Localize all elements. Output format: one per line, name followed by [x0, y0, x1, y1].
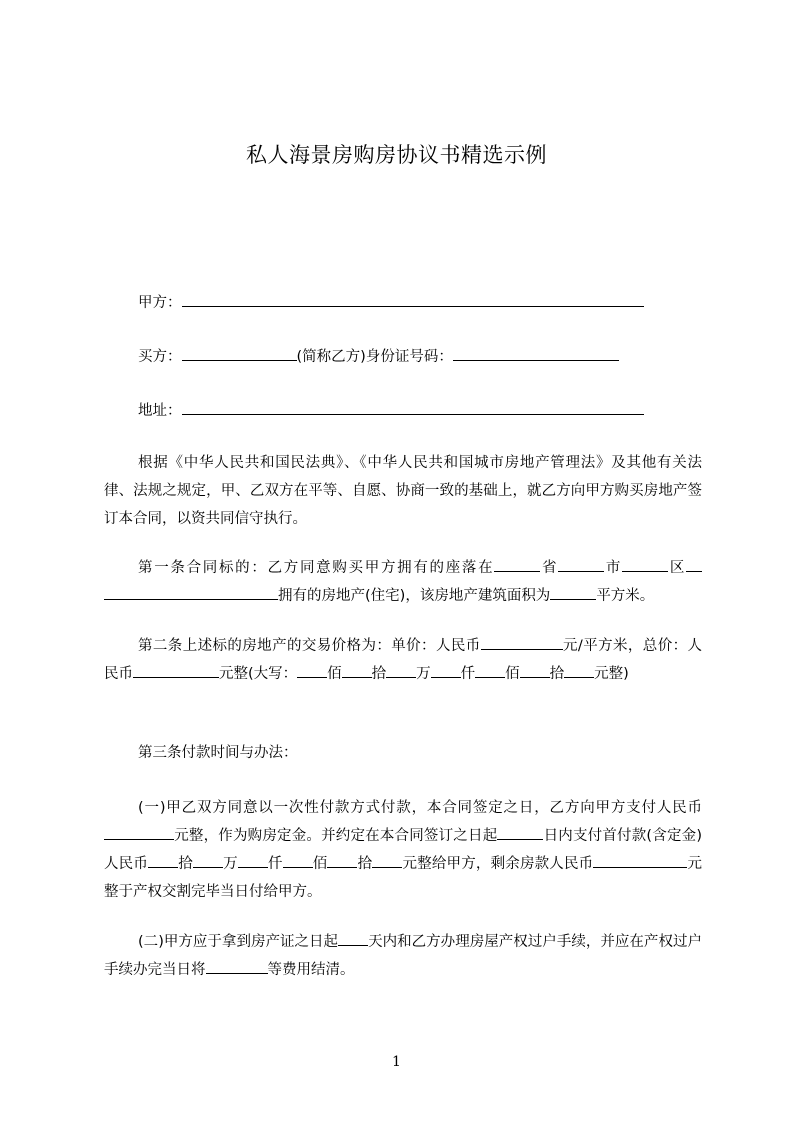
downpay-qian: 仟: [267, 856, 283, 872]
city-label: 市: [604, 560, 623, 576]
party-a-label: 甲方：: [138, 295, 182, 311]
amount-blank: [564, 662, 594, 678]
clause2-text-2: 天内和乙方办理房屋产权过户手续，并应在产权过户手续办完当日将: [104, 934, 702, 978]
amount-blank: [342, 662, 372, 678]
buyer-line: [138, 345, 619, 367]
clause2-paragraph: [104, 928, 702, 984]
amount-yuan: 元: [594, 666, 609, 682]
amount-shi: 拾: [371, 666, 387, 682]
article3-title: 第三条付款时间与办法：: [138, 745, 298, 761]
district-label: 区: [668, 560, 687, 576]
days-blank: [497, 824, 543, 840]
amount-blank: [475, 662, 505, 678]
party-a-blank: [182, 291, 644, 307]
buyer-id-blank: [453, 345, 619, 361]
downpay-bai: 佰: [312, 856, 328, 872]
total-price-label: 元整(大写：: [219, 666, 298, 682]
page-number: 1: [392, 1054, 401, 1070]
downpay-shi: 拾: [178, 856, 193, 872]
unit-price-label: 元/平方米，总价：人民币: [104, 638, 702, 682]
city-blank: [558, 556, 604, 572]
amount-blank: [520, 662, 550, 678]
article1-paragraph: [104, 554, 702, 610]
downpay-blank: [372, 852, 402, 868]
area-unit: 平方米。: [596, 588, 655, 604]
unit-price-blank: [481, 634, 563, 650]
province-label: 省: [540, 560, 559, 576]
clause1-text-1: (一)甲乙双方同意以一次性付款方式付款，本合同签定之日，乙方向甲方支付人民币: [138, 800, 702, 816]
location-blank-b: [104, 584, 278, 600]
clause2-text-1: (二)甲方应于拿到房产证之日起: [138, 934, 339, 950]
district-blank: [622, 556, 668, 572]
buyer-id-label: (简称乙方)身份证号码：: [296, 349, 453, 365]
amount-zheng: 整): [608, 666, 629, 682]
clause1-text-5: 元整于产权交割完毕当日付给甲方。: [104, 856, 703, 900]
clause1-paragraph: [104, 794, 702, 906]
address-line: [138, 399, 644, 421]
deposit-blank: [104, 824, 174, 840]
province-blank: [494, 556, 540, 572]
amount-qian: 仟: [460, 666, 476, 682]
article2-paragraph: [104, 632, 702, 688]
amount-blank: [386, 662, 416, 678]
downpay-shi-2: 拾: [357, 856, 373, 872]
downpay-blank: [283, 852, 313, 868]
fees-blank: [206, 958, 268, 974]
address-blank: [182, 399, 644, 415]
page-title: 私人海景房购房协议书精选示例: [246, 143, 547, 167]
article1-text-2: 拥有的房地产(住宅)，该房地产建筑面积为: [278, 588, 551, 604]
amount-bai: 佰: [327, 666, 342, 682]
downpay-wan: 万: [222, 856, 238, 872]
downpay-blank: [327, 852, 357, 868]
article1-text-1: 第一条合同标的：乙方同意购买甲方拥有的座落在: [138, 560, 495, 576]
total-price-blank: [133, 662, 219, 678]
downpay-blank: [148, 852, 178, 868]
amount-blank: [297, 662, 327, 678]
address-label: 地址：: [138, 403, 182, 419]
amount-wan: 万: [416, 666, 431, 682]
amount-bai-2: 佰: [505, 666, 520, 682]
preamble-paragraph: 根据《中华人民共和国民法典》、《中华人民共和国城市房地产管理法》及其他有关法律、法规之规定，甲、乙双方在平等、自愿、协商一致的基础上，就乙方向甲方购买房地产签订本合同，以资共同信守执行。: [104, 455, 702, 527]
remaining-blank: [593, 852, 687, 868]
buyer-label: 买方：: [138, 349, 182, 365]
clause1-text-3: 日内支付首付款(含定金)人民币: [104, 828, 702, 872]
downpay-blank: [193, 852, 223, 868]
amount-blank: [431, 662, 461, 678]
area-blank: [550, 584, 596, 600]
clause2-text-3: 等费用结清。: [267, 962, 355, 978]
transfer-days-blank: [338, 930, 368, 946]
clause1-text-4: 元整给甲方，剩余房款人民币: [402, 856, 594, 872]
downpay-blank: [238, 852, 268, 868]
location-blank-a: [686, 556, 702, 572]
buyer-name-blank: [182, 345, 297, 361]
clause1-text-2: 元整，作为购房定金。并约定在本合同签订之日起: [174, 828, 498, 844]
article2-text-1: 第二条上述标的房地产的交易价格为：单价：人民币: [138, 638, 481, 654]
party-a-line: [138, 291, 644, 313]
amount-shi-2: 拾: [549, 666, 565, 682]
